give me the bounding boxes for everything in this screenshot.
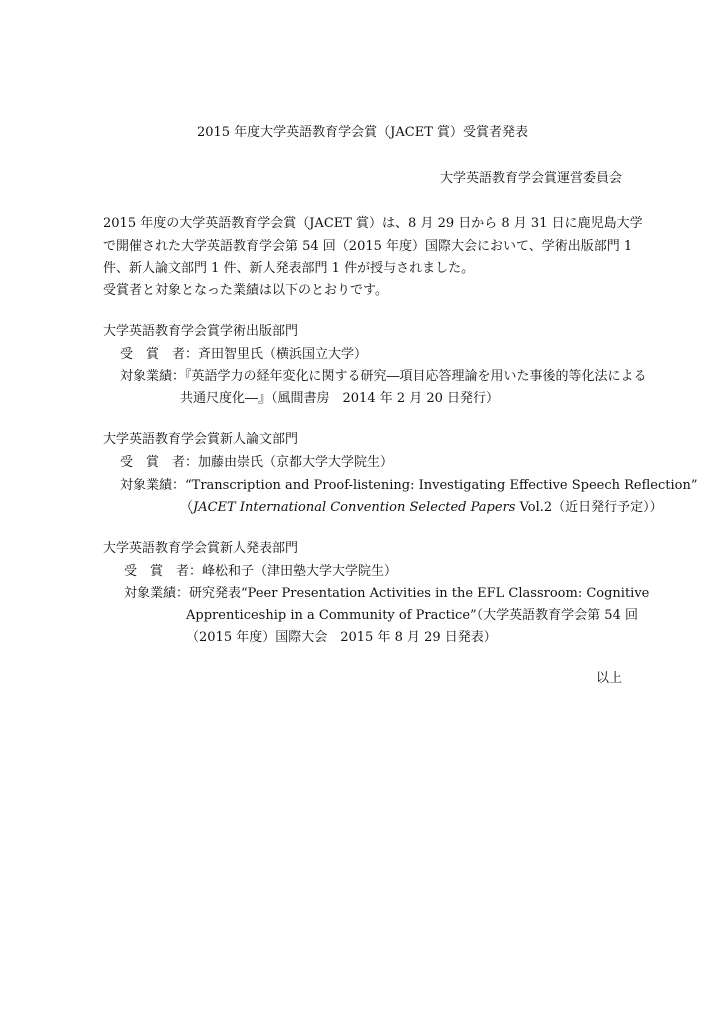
- work-row: [120, 368, 647, 386]
- intro-line-4: 受賞者と対象となった業績は以下のとおりです。: [103, 283, 388, 298]
- recipient-row: [120, 346, 367, 364]
- section-academic-publication-heading: 大学英語教育学会賞学術出版部門: [103, 324, 299, 339]
- recipient-name: 斉田智里氏（横浜国立大学）: [198, 347, 368, 362]
- work-label: 対象業績：: [120, 478, 186, 493]
- journal-volume: Vol.2（近日発行予定））: [515, 500, 663, 515]
- work-row: [124, 585, 649, 603]
- paren-open: （: [180, 500, 194, 515]
- recipient-row: [124, 563, 397, 581]
- work-text: 研究発表“Peer Presentation Activities in the EFL Classroom: Cognitive: [189, 586, 650, 601]
- work-text-continued: [180, 499, 663, 517]
- journal-title: JACET International Convention Selected Papers: [193, 500, 516, 515]
- work-label: 対象業績：: [120, 369, 186, 384]
- work-text-continued: Apprenticeship in a Community of Practice”（大学英語教育学会第 54 回: [186, 608, 638, 623]
- section-new-paper-heading: 大学英語教育学会賞新人論文部門: [103, 432, 299, 447]
- recipient-name: 加藤由崇氏（京都大学大学院生）: [198, 455, 394, 470]
- closing-mark: 以上: [595, 671, 622, 686]
- recipient-row: [120, 454, 393, 472]
- work-text-continued: （2015 年度）国際大会 2015 年 8 月 29 日発表）: [186, 630, 497, 645]
- recipient-label: 受 賞 者：: [124, 564, 203, 579]
- work-label: 対象業績：: [124, 586, 190, 601]
- section-new-presentation-heading: 大学英語教育学会賞新人発表部門: [103, 541, 299, 556]
- committee-name: 大学英語教育学会賞運営委員会: [439, 171, 622, 186]
- work-text: 『英語学力の経年変化に関する研究―項目応答理論を用いた事後的等化法による: [185, 369, 647, 384]
- intro-line-2: で開催された大学英語教育学会第 54 回（2015 年度）国際大会において、学術出版部門 1: [103, 239, 633, 254]
- recipient-label: 受 賞 者：: [120, 347, 199, 362]
- work-text-continued: 共通尺度化―』（風間書房 2014 年 2 月 20 日発行）: [180, 391, 500, 406]
- work-text: “Transcription and Proof-listening: Investigating Effective Speech Reflection”: [185, 478, 698, 493]
- intro-line-3: 件、新人論文部門 1 件、新人発表部門 1 件が授与されました。: [103, 261, 475, 276]
- recipient-label: 受 賞 者：: [120, 455, 199, 470]
- work-row: [120, 477, 698, 495]
- recipient-name: 峰松和子（津田塾大学大学院生）: [202, 564, 398, 579]
- document-title: 2015 年度大学英語教育学会賞（JACET 賞）受賞者発表: [196, 125, 529, 140]
- intro-line-1: 2015 年度の大学英語教育学会賞（JACET 賞）は、8 月 29 日から 8 月 31 日に鹿児島大学: [103, 216, 643, 231]
